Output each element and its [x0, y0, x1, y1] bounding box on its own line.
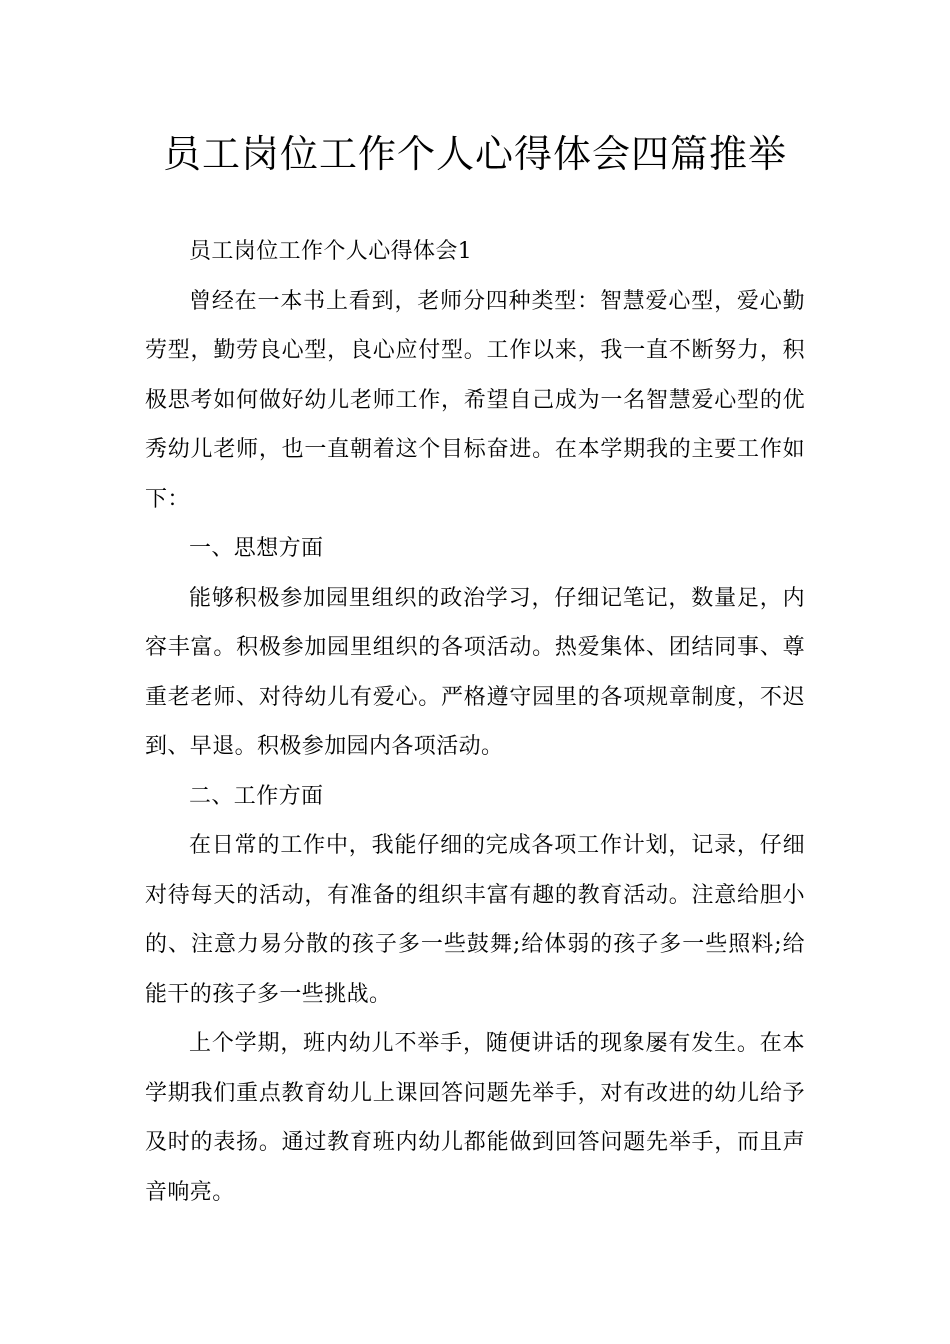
section-heading-thought: 一、思想方面	[189, 536, 324, 561]
document-title: 员工岗位工作个人心得体会四篇推举	[162, 132, 787, 176]
intro-paragraph: 曾经在一本书上看到，老师分四种类型：智慧爱心型，爱心勤劳型，勤劳良心型，良心应付型。工作以来，我一直不断努力，积极思考如何做好幼儿老师工作，希望自己成为一名智慧爱心型的优秀幼儿老师，也一直朝着这个目标奋进。在本学期我的主要工作如下：	[145, 288, 805, 512]
document-body	[145, 227, 805, 1217]
thought-paragraph: 能够积极参加园里组织的政治学习，仔细记笔记，数量足，内容丰富。积极参加园里组织的各项活动。热爱集体、团结同事、尊重老老师、对待幼儿有爱心。严格遵守园里的各项规章制度，不迟到、早退。积极参加园内各项活动。	[145, 585, 805, 759]
work-paragraph-2: 上个学期，班内幼儿不举手，随便讲话的现象屡有发生。在本学期我们重点教育幼儿上课回答问题先举手，对有改进的幼儿给予及时的表扬。通过教育班内幼儿都能做到回答问题先举手，而且声音响亮。	[145, 1031, 805, 1205]
work-paragraph-1: 在日常的工作中，我能仔细的完成各项工作计划，记录，仔细对待每天的活动，有准备的组织丰富有趣的教育活动。注意给胆小的、注意力易分散的孩子多一些鼓舞;给体弱的孩子多一些照料;给能干的孩子多一些挑战。	[145, 833, 805, 1007]
section-subtitle: 员工岗位工作个人心得体会1	[189, 239, 473, 264]
section-heading-work: 二、工作方面	[189, 783, 324, 809]
